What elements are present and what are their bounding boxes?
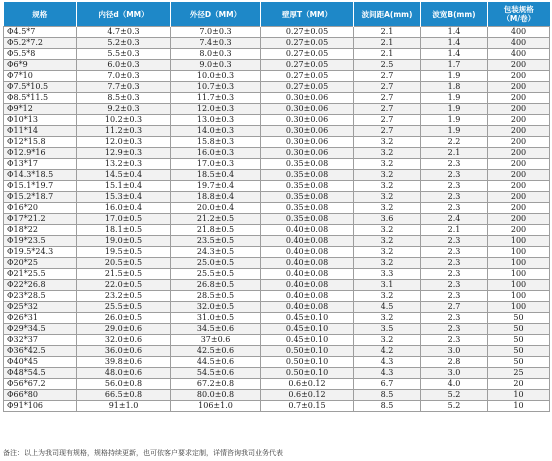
value-cell: 100 [488,302,550,313]
value-cell: 10 [488,401,550,412]
value-cell: 0.35±0.08 [261,192,354,203]
value-cell: 200 [488,148,550,159]
table-row [4,214,550,225]
value-cell: 91±1.0 [77,401,171,412]
value-cell: 0.6±0.12 [261,390,354,401]
value-cell: 19.0±0.5 [77,236,171,247]
value-cell: 15.1±0.4 [77,181,171,192]
spec-cell: Φ15.2*18.7 [4,192,77,203]
value-cell: 200 [488,203,550,214]
value-cell: 3.2 [354,181,421,192]
value-cell: 100 [488,291,550,302]
table-row [4,280,550,291]
value-cell: 0.35±0.08 [261,181,354,192]
spec-cell: Φ22*26.8 [4,280,77,291]
spec-cell: Φ26*31 [4,313,77,324]
value-cell: 3.6 [354,214,421,225]
spec-cell: Φ21*25.5 [4,269,77,280]
value-cell: 0.40±0.08 [261,236,354,247]
value-cell: 11.7±0.3 [171,93,261,104]
header-row [4,2,550,27]
value-cell: 0.27±0.05 [261,27,354,38]
table-row [4,104,550,115]
value-cell: 0.27±0.05 [261,71,354,82]
value-cell: 2.7 [421,302,488,313]
value-cell: 0.30±0.06 [261,93,354,104]
value-cell: 12.0±0.3 [77,137,171,148]
value-cell: 50 [488,335,550,346]
table-row [4,247,550,258]
value-cell: 2.3 [421,181,488,192]
value-cell: 50 [488,324,550,335]
spec-cell: Φ5.5*8 [4,49,77,60]
value-cell: 9.0±0.3 [171,60,261,71]
value-cell: 3.5 [354,324,421,335]
value-cell: 29.0±0.6 [77,324,171,335]
value-cell: 7.0±0.3 [77,71,171,82]
value-cell: 400 [488,27,550,38]
spec-cell: Φ16*20 [4,203,77,214]
value-cell: 36.0±0.6 [77,346,171,357]
value-cell: 8.5±0.3 [77,93,171,104]
value-cell: 56.0±0.8 [77,379,171,390]
spec-cell: Φ14.3*18.5 [4,170,77,181]
spec-cell: Φ36*42.5 [4,346,77,357]
value-cell: 22.0±0.5 [77,280,171,291]
table-row [4,148,550,159]
value-cell: 8.5 [354,401,421,412]
table-row [4,203,550,214]
table-row [4,302,550,313]
spec-cell: Φ7*10 [4,71,77,82]
spec-cell: Φ40*45 [4,357,77,368]
value-cell: 15.3±0.4 [77,192,171,203]
value-cell: 32.0±0.5 [171,302,261,313]
table-row [4,82,550,93]
value-cell: 0.30±0.06 [261,115,354,126]
value-cell: 2.3 [421,159,488,170]
spec-cell: Φ10*13 [4,115,77,126]
spec-cell: Φ66*80 [4,390,77,401]
value-cell: 0.50±0.10 [261,357,354,368]
value-cell: 4.3 [354,357,421,368]
value-cell: 48.0±0.6 [77,368,171,379]
footnote: 备注：以上为我司现有规格，规格持续更新，也可依客户要求定制，详情咨询我司业务代表 [3,449,283,457]
value-cell: 0.27±0.05 [261,82,354,93]
value-cell: 1.8 [421,82,488,93]
spec-cell: Φ13*17 [4,159,77,170]
table-row [4,126,550,137]
value-cell: 21.2±0.5 [171,214,261,225]
spec-cell: Φ32*37 [4,335,77,346]
table-body [4,27,550,412]
value-cell: 0.45±0.10 [261,335,354,346]
value-cell: 2.2 [421,137,488,148]
value-cell: 1.4 [421,27,488,38]
value-cell: 25 [488,368,550,379]
value-cell: 0.40±0.08 [261,225,354,236]
table-row [4,379,550,390]
value-cell: 10.0±0.3 [171,71,261,82]
value-cell: 19.7±0.4 [171,181,261,192]
value-cell: 0.35±0.08 [261,203,354,214]
value-cell: 2.7 [354,104,421,115]
value-cell: 400 [488,49,550,60]
value-cell: 13.2±0.3 [77,159,171,170]
value-cell: 5.2±0.3 [77,38,171,49]
spec-cell: Φ8.5*11.5 [4,93,77,104]
value-cell: 1.7 [421,60,488,71]
value-cell: 54.5±0.6 [171,368,261,379]
value-cell: 0.45±0.10 [261,324,354,335]
value-cell: 0.6±0.12 [261,379,354,390]
column-header: 规格 [4,2,77,27]
table-row [4,324,550,335]
value-cell: 26.8±0.5 [171,280,261,291]
spec-cell: Φ12.9*16 [4,148,77,159]
value-cell: 20 [488,379,550,390]
table-row [4,313,550,324]
table-row [4,38,550,49]
value-cell: 44.5±0.6 [171,357,261,368]
value-cell: 37±0.6 [171,335,261,346]
column-header: 波宽B(mm) [421,2,488,27]
value-cell: 100 [488,236,550,247]
table-row [4,291,550,302]
spec-cell: Φ7.5*10.5 [4,82,77,93]
value-cell: 19.5±0.5 [77,247,171,258]
spec-cell: Φ19.5*24.3 [4,247,77,258]
value-cell: 0.50±0.10 [261,368,354,379]
column-header: 内径d（MM） [77,2,171,27]
value-cell: 10.7±0.3 [171,82,261,93]
spec-cell: Φ17*21.2 [4,214,77,225]
value-cell: 7.4±0.3 [171,38,261,49]
value-cell: 8.5 [354,390,421,401]
value-cell: 7.7±0.3 [77,82,171,93]
spec-cell: Φ15.1*19.7 [4,181,77,192]
value-cell: 200 [488,126,550,137]
value-cell: 3.2 [354,335,421,346]
value-cell: 2.3 [421,203,488,214]
value-cell: 2.3 [421,291,488,302]
value-cell: 2.1 [354,27,421,38]
value-cell: 28.5±0.5 [171,291,261,302]
table-row [4,170,550,181]
value-cell: 100 [488,258,550,269]
value-cell: 67.2±0.8 [171,379,261,390]
value-cell: 2.3 [421,335,488,346]
value-cell: 0.35±0.08 [261,159,354,170]
value-cell: 50 [488,357,550,368]
column-header: 包装规格 （M/卷） [488,2,550,27]
value-cell: 3.2 [354,203,421,214]
value-cell: 39.8±0.6 [77,357,171,368]
spec-cell: Φ18*22 [4,225,77,236]
table-row [4,269,550,280]
value-cell: 200 [488,159,550,170]
value-cell: 24.3±0.5 [171,247,261,258]
value-cell: 20.0±0.4 [171,203,261,214]
spec-cell: Φ12*15.8 [4,137,77,148]
value-cell: 34.5±0.6 [171,324,261,335]
value-cell: 17.0±0.5 [77,214,171,225]
value-cell: 66.5±0.8 [77,390,171,401]
spec-cell: Φ20*25 [4,258,77,269]
value-cell: 0.40±0.08 [261,258,354,269]
column-header: 外径D（MM） [171,2,261,27]
value-cell: 3.2 [354,159,421,170]
value-cell: 200 [488,170,550,181]
table-row [4,225,550,236]
value-cell: 200 [488,93,550,104]
value-cell: 0.40±0.08 [261,247,354,258]
value-cell: 0.30±0.06 [261,137,354,148]
value-cell: 5.2 [421,401,488,412]
value-cell: 25.0±0.5 [171,258,261,269]
value-cell: 2.8 [421,357,488,368]
value-cell: 14.5±0.4 [77,170,171,181]
value-cell: 1.4 [421,49,488,60]
value-cell: 2.7 [354,71,421,82]
value-cell: 0.30±0.06 [261,104,354,115]
spec-cell: Φ23*28.5 [4,291,77,302]
table-row [4,181,550,192]
value-cell: 42.5±0.6 [171,346,261,357]
value-cell: 13.0±0.3 [171,115,261,126]
value-cell: 100 [488,247,550,258]
value-cell: 50 [488,313,550,324]
value-cell: 3.2 [354,170,421,181]
value-cell: 4.2 [354,346,421,357]
value-cell: 3.2 [354,236,421,247]
value-cell: 20.5±0.5 [77,258,171,269]
value-cell: 2.3 [421,269,488,280]
value-cell: 200 [488,192,550,203]
spec-cell: Φ9*12 [4,104,77,115]
value-cell: 0.30±0.06 [261,126,354,137]
value-cell: 4.7±0.3 [77,27,171,38]
value-cell: 2.3 [421,170,488,181]
table-header [4,2,550,27]
value-cell: 17.0±0.3 [171,159,261,170]
value-cell: 23.2±0.5 [77,291,171,302]
table-row [4,49,550,60]
value-cell: 1.9 [421,104,488,115]
column-header: 壁厚T（MM） [261,2,354,27]
value-cell: 2.3 [421,247,488,258]
value-cell: 0.40±0.08 [261,302,354,313]
value-cell: 200 [488,82,550,93]
value-cell: 1.9 [421,115,488,126]
value-cell: 200 [488,115,550,126]
value-cell: 23.5±0.5 [171,236,261,247]
value-cell: 2.1 [354,38,421,49]
table-row [4,258,550,269]
value-cell: 50 [488,346,550,357]
spec-cell: Φ11*14 [4,126,77,137]
value-cell: 3.2 [354,137,421,148]
value-cell: 100 [488,269,550,280]
value-cell: 18.1±0.5 [77,225,171,236]
value-cell: 4.5 [354,302,421,313]
value-cell: 0.27±0.05 [261,49,354,60]
value-cell: 6.7 [354,379,421,390]
value-cell: 2.1 [354,49,421,60]
spec-cell: Φ4.5*7 [4,27,77,38]
value-cell: 3.3 [354,269,421,280]
table-row [4,357,550,368]
value-cell: 3.2 [354,247,421,258]
value-cell: 14.0±0.3 [171,126,261,137]
value-cell: 0.40±0.08 [261,269,354,280]
value-cell: 0.40±0.08 [261,291,354,302]
value-cell: 12.9±0.3 [77,148,171,159]
table-row [4,60,550,71]
table-row [4,390,550,401]
table-row [4,368,550,379]
value-cell: 3.2 [354,148,421,159]
value-cell: 3.0 [421,368,488,379]
spec-cell: Φ6*9 [4,60,77,71]
value-cell: 0.40±0.08 [261,280,354,291]
table-row [4,137,550,148]
column-header: 波间距A(mm) [354,2,421,27]
table-row [4,335,550,346]
value-cell: 4.3 [354,368,421,379]
table-row [4,192,550,203]
value-cell: 5.5±0.3 [77,49,171,60]
value-cell: 7.0±0.3 [171,27,261,38]
spec-table [3,2,550,412]
value-cell: 10 [488,390,550,401]
spec-cell: Φ91*106 [4,401,77,412]
value-cell: 21.5±0.5 [77,269,171,280]
value-cell: 2.5 [354,60,421,71]
value-cell: 2.3 [421,258,488,269]
value-cell: 8.0±0.3 [171,49,261,60]
value-cell: 9.2±0.3 [77,104,171,115]
value-cell: 15.8±0.3 [171,137,261,148]
value-cell: 200 [488,60,550,71]
value-cell: 2.1 [421,225,488,236]
table-row [4,27,550,38]
value-cell: 3.2 [354,291,421,302]
value-cell: 2.1 [421,148,488,159]
spec-cell: Φ5.2*7.2 [4,38,77,49]
value-cell: 200 [488,71,550,82]
value-cell: 100 [488,280,550,291]
spec-cell: Φ25*32 [4,302,77,313]
value-cell: 106±1.0 [171,401,261,412]
value-cell: 3.2 [354,313,421,324]
value-cell: 200 [488,137,550,148]
value-cell: 18.5±0.4 [171,170,261,181]
value-cell: 6.0±0.3 [77,60,171,71]
value-cell: 80.0±0.8 [171,390,261,401]
value-cell: 200 [488,225,550,236]
value-cell: 2.7 [354,126,421,137]
table-row [4,71,550,82]
value-cell: 4.0 [421,379,488,390]
value-cell: 16.0±0.4 [77,203,171,214]
value-cell: 25.5±0.5 [171,269,261,280]
table-row [4,159,550,170]
value-cell: 26.0±0.5 [77,313,171,324]
value-cell: 3.2 [354,225,421,236]
table-row [4,115,550,126]
value-cell: 25.5±0.5 [77,302,171,313]
value-cell: 0.30±0.06 [261,148,354,159]
value-cell: 3.2 [354,192,421,203]
value-cell: 400 [488,38,550,49]
spec-cell: Φ48*54.5 [4,368,77,379]
value-cell: 2.3 [421,236,488,247]
value-cell: 11.2±0.3 [77,126,171,137]
table-row [4,236,550,247]
value-cell: 2.3 [421,313,488,324]
value-cell: 3.2 [354,258,421,269]
spec-cell: Φ56*67.2 [4,379,77,390]
spec-cell: Φ29*34.5 [4,324,77,335]
value-cell: 5.2 [421,390,488,401]
table-row [4,346,550,357]
value-cell: 0.27±0.05 [261,60,354,71]
value-cell: 3.0 [421,346,488,357]
value-cell: 2.7 [354,115,421,126]
value-cell: 2.3 [421,192,488,203]
spec-cell: Φ19*23.5 [4,236,77,247]
value-cell: 21.8±0.5 [171,225,261,236]
value-cell: 0.45±0.10 [261,313,354,324]
value-cell: 2.3 [421,324,488,335]
value-cell: 0.35±0.08 [261,170,354,181]
value-cell: 200 [488,104,550,115]
value-cell: 200 [488,181,550,192]
table-row [4,93,550,104]
value-cell: 2.3 [421,280,488,291]
value-cell: 1.4 [421,38,488,49]
value-cell: 0.7±0.15 [261,401,354,412]
value-cell: 0.27±0.05 [261,38,354,49]
value-cell: 18.8±0.4 [171,192,261,203]
value-cell: 0.35±0.08 [261,214,354,225]
value-cell: 32.0±0.6 [77,335,171,346]
value-cell: 0.50±0.10 [261,346,354,357]
value-cell: 1.9 [421,71,488,82]
value-cell: 2.7 [354,82,421,93]
value-cell: 2.7 [354,93,421,104]
value-cell: 10.2±0.3 [77,115,171,126]
value-cell: 31.0±0.5 [171,313,261,324]
value-cell: 1.9 [421,93,488,104]
value-cell: 2.4 [421,214,488,225]
table-row [4,401,550,412]
value-cell: 12.0±0.3 [171,104,261,115]
value-cell: 1.9 [421,126,488,137]
value-cell: 16.0±0.3 [171,148,261,159]
value-cell: 3.1 [354,280,421,291]
value-cell: 200 [488,214,550,225]
